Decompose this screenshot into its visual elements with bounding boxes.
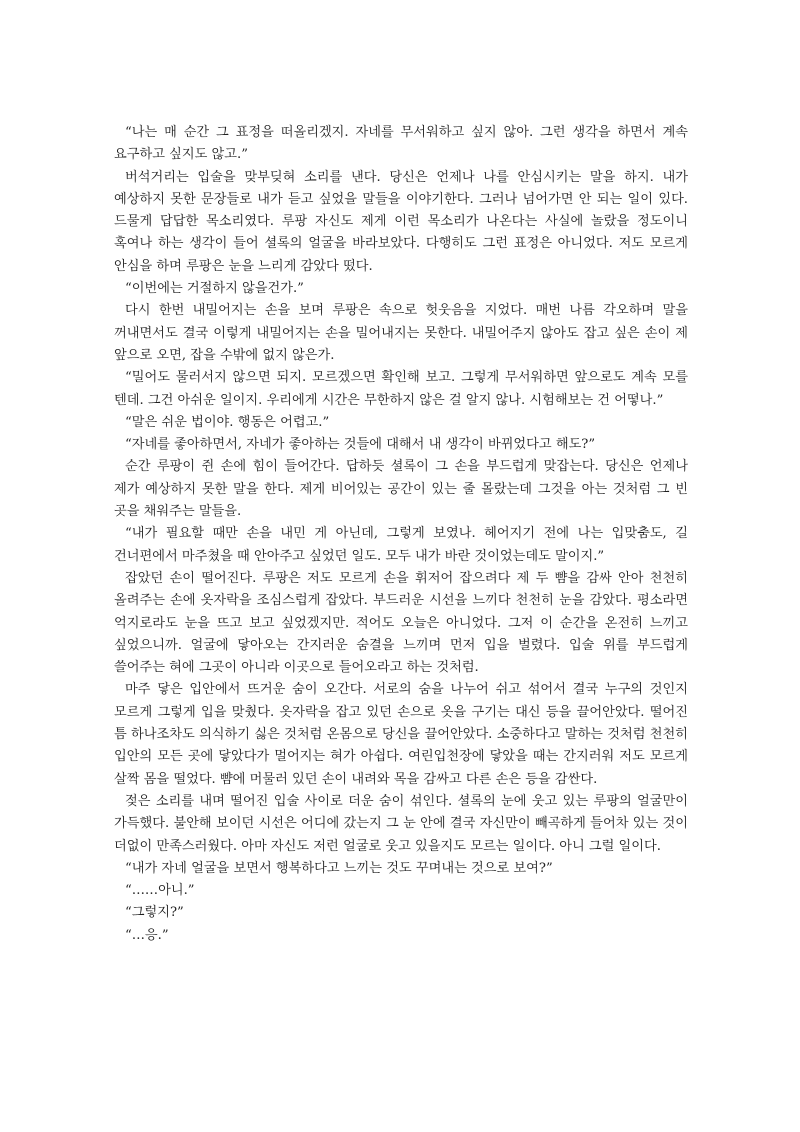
paragraph: “……아니.” xyxy=(125,883,195,899)
document-body xyxy=(114,122,688,947)
paragraph: 젖은 소리를 내며 떨어진 입술 사이로 더운 숨이 섞인다. 셜록의 눈에 웃고 있는 루팡의 얼굴만이 가득했다. 불안해 보이던 시선은 어디에 갔는지 그 눈 안에 결국 자신만이 빼곡하게 들어차 있는 것이 더없이 만족스러웠다. 아마 자신도 저런 얼굴로 웃고 있을지도 모르는 일이다. 아니 그럴 일이다. xyxy=(114,793,688,854)
paragraph: 다시 한번 내밀어지는 손을 보며 루팡은 속으로 헛웃음을 지었다. 매번 나름 각오하며 말을 꺼내면서도 결국 이렇게 내밀어지는 손을 밀어내지는 못한다. 내밀어주지 않아도 잡고 싶은 손이 제 앞으로 오면, 잡을 수밖에 없지 않은가. xyxy=(114,303,688,363)
paragraph: “그렇지?” xyxy=(125,905,184,921)
paragraph: “…응.” xyxy=(125,927,169,943)
paragraph: 순간 루팡이 쥔 손에 힘이 들어간다. 답하듯 셜록이 그 손을 부드럽게 맞잡는다. 당신은 언제나 제가 예상하지 못한 말을 한다. 제게 비어있는 공간이 있는 줄 몰랐는데 그것을 아는 것처럼 그 빈 곳을 채워주는 말들을. xyxy=(114,459,688,520)
paragraph: 잡았던 손이 떨어진다. 루팡은 저도 모르게 손을 휘저어 잡으려다 제 두 뺨을 감싸 안아 천천히 올려주는 손에 옷자락을 조심스럽게 잡았다. 부드러운 시선을 느끼다 천천히 눈을 감았다. 평소라면 억지로라도 눈을 뜨고 보고 싶었겠지만. 적어도 오늘은 아니었다. 그저 이 순간을 온전히 느끼고 싶었으니까. 얼굴에 닿아오는 간지러운 숨결을 느끼며 먼저 입을 벌렸다. 입술 위를 부드럽게 쓸어주는 혀에 그곳이 아니라 이곳으로 들어오라고 하는 것처럼. xyxy=(114,570,688,676)
paragraph: “내가 자네 얼굴을 보면서 행복하다고 느끼는 것도 꾸며내는 것으로 보여?” xyxy=(125,860,553,876)
paragraph: “내가 필요할 때만 손을 내민 게 아닌데, 그렇게 보였나. 헤어지기 전에 나는 입맞춤도, 길 건너편에서 마주쳤을 때 안아주고 싶었던 일도. 모두 내가 바란 것이었는데도 말이지.” xyxy=(114,526,688,564)
paragraph: “자네를 좋아하면서, 자네가 좋아하는 것들에 대해서 내 생각이 바뀌었다고 해도?” xyxy=(125,437,596,453)
paragraph: “나는 매 순간 그 표정을 떠올리겠지. 자네를 무서워하고 싶지 않아. 그런 생각을 하면서 계속 요구하고 싶지도 않고.” xyxy=(114,125,688,163)
paragraph: 마주 닿은 입안에서 뜨거운 숨이 오간다. 서로의 숨을 나누어 쉬고 섞어서 결국 누구의 것인지 모르게 그렇게 입을 맞췄다. 옷자락을 잡고 있던 손으로 옷을 구기는 대신 등을 끌어안았다. 떨어진 틈 하나조차도 의식하기 싫은 것처럼 온몸으로 당신을 끌어안았다. 소중하다고 말하는 것처럼 천천히 입안의 모든 곳에 닿았다가 멀어지는 혀가 아쉽다. 여린입천장에 닿았을 때는 간지러워 저도 모르게 살짝 몸을 떨었다. 뺨에 머물러 있던 손이 내려와 목을 감싸고 다른 손은 등을 감싼다. xyxy=(114,682,688,787)
paragraph: “말은 쉬운 법이야. 행동은 어렵고.” xyxy=(125,414,330,430)
paragraph: 버석거리는 입술을 맞부딪혀 소리를 낸다. 당신은 언제나 나를 안심시키는 말을 하지. 내가 예상하지 못한 문장들로 내가 듣고 싶었을 말들을 이야기한다. 그러나 넘어가면 안 되는 일이 있다. 드물게 답답한 목소리였다. 루팡 자신도 제게 이런 목소리가 나온다는 사실에 놀랐을 정도이니 혹여나 하는 생각이 들어 셜록의 얼굴을 바라보았다. 다행히도 그런 표정은 아니었다. 저도 모르게 안심을 하며 루팡은 눈을 느리게 감았다 떴다. xyxy=(114,169,688,274)
paragraph: “밀어도 물러서지 않으면 되지. 모르겠으면 확인해 보고. 그렇게 무서워하면 앞으로도 계속 모를 텐데. 그건 아쉬운 일이지. 우리에게 시간은 무한하지 않은 걸 알지 않나. 시험해보는 건 어떻나.” xyxy=(114,370,688,408)
paragraph: “이번에는 거절하지 않을건가.” xyxy=(125,281,304,297)
